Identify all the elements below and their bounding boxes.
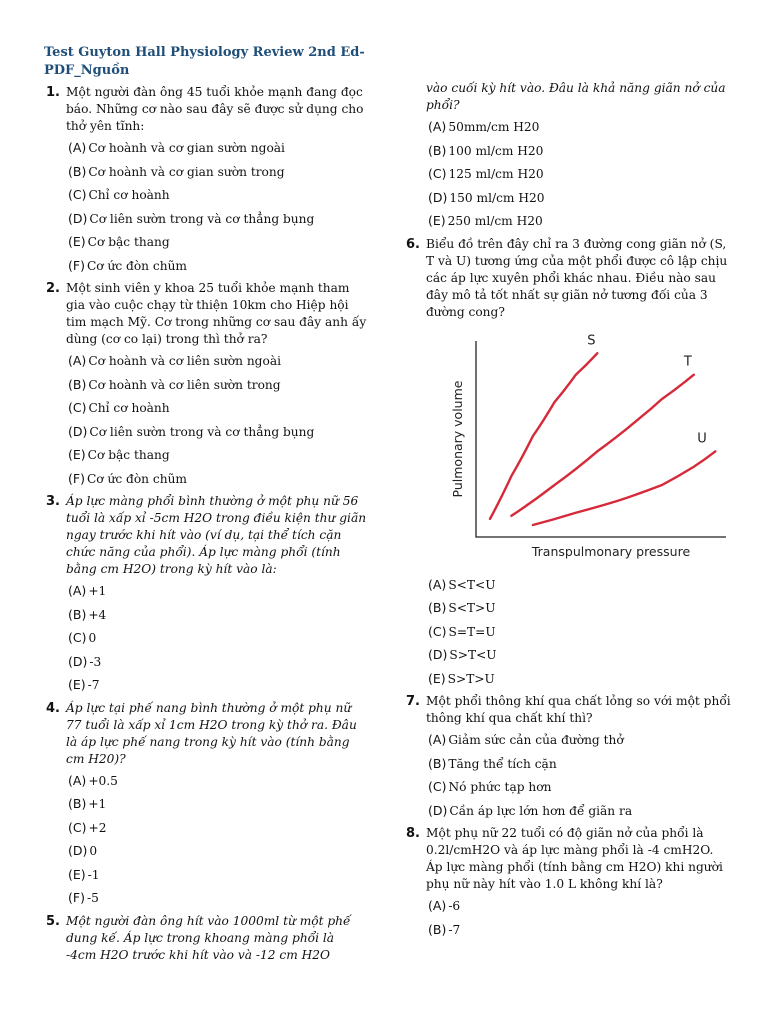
option-text: 0 [88,631,97,645]
option-label: (E) [68,234,86,249]
curve-label-t: T [683,354,692,370]
option-label: (D) [68,210,88,226]
answer-option [428,778,732,796]
right-column [406,81,732,944]
question-1 [46,84,368,275]
option-label: (D) [68,653,88,669]
answer-option [428,599,732,617]
answer-option [428,189,732,207]
question-number: 5. [46,913,60,929]
option-label: (A) [68,140,87,155]
question-text: Một phụ nữ 22 tuổi có độ giãn nở của phổi là 0.2l/cmH2O và áp lực màng phổi là -4 cmH2O. Áp lực màng phổi (tính bằng cm H2O) khi người phụ nữ này hít vào 1.0 L không khí là? [426,826,723,891]
left-column [46,84,368,967]
option-label: (A) [428,576,447,592]
option-label: (A) [68,583,87,598]
question-text: Một người đàn ông 45 tuổi khỏe mạnh đang đọc báo. Những cơ nào sau đây sẽ được sử dụng cho thở yên tĩnh: [66,85,364,133]
option-text: Tăng thể tích cặn [448,756,557,771]
option-label: (F) [68,257,85,273]
option-label: (D) [428,802,448,818]
option-label: (D) [68,423,88,439]
option-label: (B) [428,142,447,158]
option-text: +1 [88,584,107,598]
option-label: (E) [68,677,86,692]
answer-option [428,670,732,688]
answer-option [68,352,368,370]
option-text: S>T<U [449,648,497,662]
question-number: 4. [46,700,60,716]
option-text: -3 [89,654,102,669]
option-text: 125 ml/cm H20 [448,167,544,181]
option-text: 250 ml/cm H20 [447,214,543,228]
answer-option [68,233,368,251]
option-label: (E) [68,447,86,462]
option-label: (C) [428,623,447,639]
option-label: (B) [68,163,87,179]
option-label: (A) [68,772,87,788]
question-text: Biểu đồ trên đây chỉ ra 3 đường cong giãn nở (S, T và U) tương ứng của một phổi được cô lập chịu các áp lực xuyên phổi khác nhau. Điều nào sau đây mô tả tốt nhất sự giãn nở tương đối của 3 đường cong? [426,236,728,319]
answer-option [68,582,368,600]
question-5-text-continued: vào cuối kỳ hít vào. Đâu là khả năng giãn nở của phổi? [426,81,726,112]
option-text: S=T=U [448,624,496,639]
document-title: Test Guyton Hall Physiology Review 2nd Ed-PDF_Nguồn [44,45,365,78]
option-text: S<T<U [448,577,496,592]
option-text: Chỉ cơ hoành [88,188,170,202]
question-number: 8. [406,826,420,841]
option-label: (E) [428,670,446,686]
option-text: +2 [88,820,107,835]
option-label: (B) [68,606,87,622]
answer-option [68,772,368,790]
option-label: (A) [68,353,87,368]
question-7 [406,693,732,820]
option-text: Cơ liên sườn trong và cơ thẳng bụng [89,211,315,226]
question-4 [46,700,368,908]
answer-option [428,646,732,664]
option-text: Cơ hoành và cơ liên sườn trong [88,377,281,392]
option-label: (C) [68,819,87,835]
option-label: (C) [428,779,447,794]
answer-option [68,446,368,464]
option-text: Cơ liên sườn trong và cơ thẳng bụng [89,424,315,439]
question-5-continuation [406,80,732,230]
option-text: Cần áp lực lớn hơn để giãn ra [449,803,633,818]
option-text: -7 [448,922,461,937]
option-text: 0 [89,844,98,858]
option-text: Chỉ cơ hoành [88,401,170,415]
answer-option [68,795,368,813]
option-label: (B) [68,796,87,811]
answer-option [68,163,368,181]
option-text: 100 ml/cm H20 [448,143,544,158]
option-text: Cơ bậc thang [87,448,170,462]
option-text: Cơ bậc thang [87,235,170,249]
curve-label-u: U [697,430,707,446]
option-text: -1 [87,867,100,882]
answer-option [68,629,368,647]
option-text: +0.5 [88,773,118,788]
question-5 [46,913,368,964]
question-8 [406,825,732,939]
question-text: Một sinh viên y khoa 25 tuổi khỏe mạnh tham gia vào cuộc chạy từ thiện 10km cho Hiệp hội tim mạch Mỹ. Cơ trong những cơ sau đây anh ấy dùng (cơ co lại) trong thì thở ra? [66,281,367,346]
answer-option [68,399,368,417]
option-label: (D) [428,647,448,662]
option-label: (F) [68,890,85,905]
option-text: S<T>U [448,601,496,615]
option-text: -5 [86,891,99,905]
option-text: Cơ hoành và cơ gian sườn ngoài [88,141,285,155]
question-number: 6. [406,236,420,252]
answer-option [428,921,732,939]
option-label: (A) [428,898,447,913]
option-label: (E) [428,213,446,228]
answer-option [68,423,368,441]
question-text: Một phổi thông khí qua chất lỏng so với một phổi thông khí qua chất khí thì? [426,694,731,725]
option-text: +4 [88,607,107,622]
curve-label-s: S [587,332,596,348]
option-text: 150 ml/cm H20 [449,190,545,205]
answer-option [68,470,368,488]
question-2 [46,280,368,488]
answer-option [428,755,732,773]
curve-t [511,374,693,515]
y-axis-label: Pulmonary volume [450,380,465,497]
option-label: (E) [68,866,86,882]
option-label: (D) [68,843,88,858]
option-label: (C) [68,400,87,415]
option-label: (A) [428,732,447,747]
question-text: Áp lực tại phế nang bình thường ở một phụ nữ 77 tuổi là xấp xỉ 1cm H2O trong kỳ thở ra. Đâu là áp lực phế nang trong kỳ hít vào (tính bằng cm H20)? [66,700,357,766]
question-text: Một người đàn ông hít vào 1000ml từ một phế dung kế. Áp lực trong khoang màng phổi là -4cm H2O trước khi hít vào và -12 cm H2O [66,913,351,962]
option-text: -7 [87,678,100,692]
option-label: (B) [68,376,87,392]
option-label: (C) [428,166,447,181]
answer-option [68,653,368,671]
option-label: (D) [428,189,448,205]
question-number: 7. [406,694,420,709]
question-6 [406,236,732,321]
question-number: 3. [46,494,60,509]
option-text: Cơ ức đòn chũm [86,471,187,486]
x-axis-label: Transpulmonary pressure [531,543,691,559]
answer-option [68,842,368,860]
answer-option [68,866,368,884]
option-text: 50mm/cm H20 [448,120,540,134]
answer-option [428,212,732,230]
answer-option [68,889,368,907]
answer-option [428,165,732,183]
answer-option [428,576,732,594]
answer-option [68,257,368,275]
option-text: Cơ hoành và cơ gian sườn trong [88,164,285,179]
option-text: Cơ ức đòn chũm [86,258,187,273]
compliance-curves-chart [420,329,732,574]
answer-option [428,897,732,915]
answer-option [428,623,732,641]
option-label: (C) [68,630,87,645]
option-label: (C) [68,187,87,202]
answer-option [68,139,368,157]
option-label: (A) [428,119,447,134]
answer-option [428,731,732,749]
option-text: Cơ hoành và cơ liên sườn ngoài [88,354,281,368]
option-text: Giảm sức cản của đường thở [448,733,624,747]
option-text: Nó phức tạp hơn [448,780,552,794]
answer-option [68,376,368,394]
answer-option [428,802,732,820]
chart-svg [420,329,740,569]
option-text: +1 [88,797,107,811]
answer-option [68,819,368,837]
question-3 [46,493,368,694]
option-label: (B) [428,921,447,937]
option-label: (B) [428,600,447,615]
curve-u [533,451,715,525]
question-text: Áp lực màng phổi bình thường ở một phụ nữ 56 tuổi là xấp xỉ -5cm H2O trong điều kiện thư giãn ngay trước khi hít vào (ví dụ, tại thể tích cặn chức năng của phổi). Áp lực màng phổi (tính bằng cm H2O) trong kỳ hít vào là: [66,494,367,576]
chart-axes [476,341,726,537]
option-label: (F) [68,470,85,486]
answer-option [68,676,368,694]
option-text: S>T>U [447,671,495,686]
option-text: -6 [448,899,461,913]
answer-option [68,606,368,624]
question-number: 2. [46,281,60,296]
question-number: 1. [46,85,60,100]
answer-option [68,186,368,204]
answer-option [428,118,732,136]
option-label: (B) [428,755,447,771]
answer-option [68,210,368,228]
answer-option [428,142,732,160]
question-6-options [406,576,732,688]
